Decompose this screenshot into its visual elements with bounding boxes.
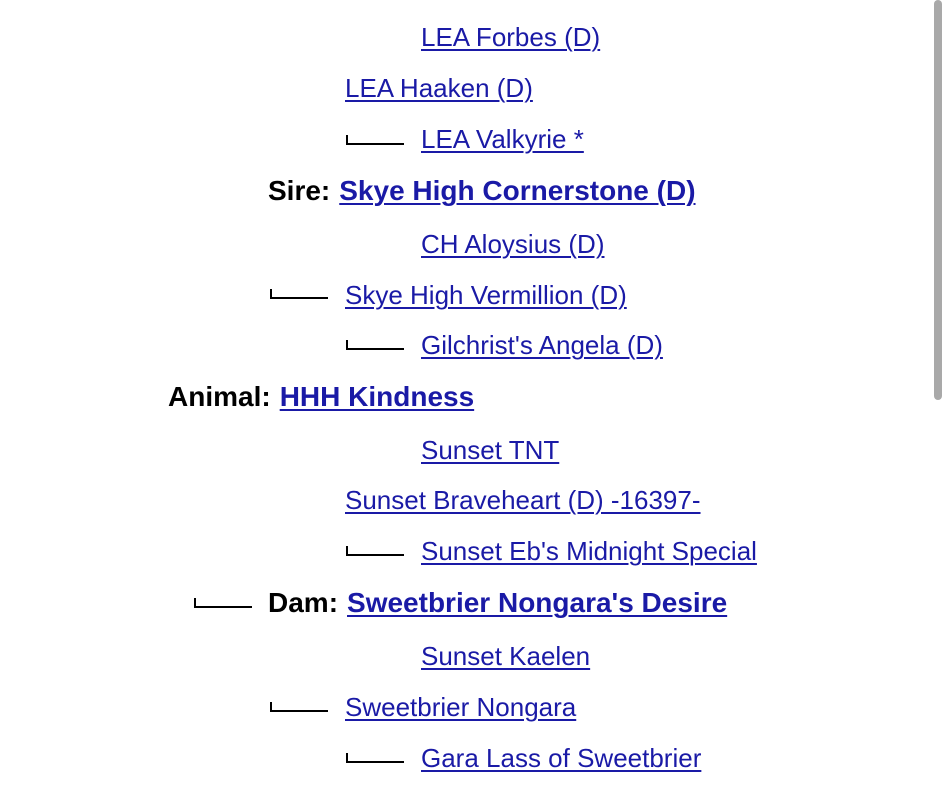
sire-row [268, 175, 696, 207]
link-sunset-braveheart[interactable]: Sunset Braveheart (D) -16397- [345, 485, 701, 515]
pedigree-row-gg8 [421, 742, 701, 774]
link-dam[interactable]: Sweetbrier Nongara's Desire [347, 587, 728, 618]
pedigree-row-g3 [345, 484, 701, 516]
pedigree-row-gg6 [421, 535, 757, 567]
pedigree-row-gg4 [421, 329, 663, 361]
pedigree-row-g2 [345, 279, 627, 311]
link-sunset-ebs-midnight-special[interactable]: Sunset Eb's Midnight Special [421, 536, 757, 566]
tree-connector [346, 753, 404, 763]
link-lea-valkyrie[interactable]: LEA Valkyrie * [421, 124, 584, 154]
tree-connector [346, 546, 404, 556]
link-sunset-kaelen[interactable]: Sunset Kaelen [421, 641, 591, 671]
link-animal[interactable]: HHH Kindness [279, 381, 475, 412]
pedigree-row-gg1 [421, 21, 600, 53]
pedigree-row-g1 [345, 72, 533, 104]
animal-row [168, 381, 474, 413]
animal-label: Animal: [168, 381, 271, 412]
link-sweetbrier-nongara[interactable]: Sweetbrier Nongara [345, 692, 577, 722]
link-skye-high-vermillion[interactable]: Skye High Vermillion (D) [345, 280, 627, 310]
pedigree-row-gg3 [421, 228, 604, 260]
dam-row [268, 587, 727, 619]
link-lea-forbes[interactable]: LEA Forbes (D) [421, 22, 601, 52]
tree-connector [194, 598, 252, 608]
vertical-scrollbar[interactable] [934, 0, 942, 400]
link-gara-lass-of-sweetbrier[interactable]: Gara Lass of Sweetbrier [421, 743, 702, 773]
tree-connector [270, 289, 328, 299]
pedigree-row-g4 [345, 691, 576, 723]
link-gilchrists-angela[interactable]: Gilchrist's Angela (D) [421, 330, 663, 360]
pedigree-row-gg7 [421, 640, 590, 672]
link-sire[interactable]: Skye High Cornerstone (D) [339, 175, 696, 206]
tree-connector [346, 135, 404, 145]
link-lea-haaken[interactable]: LEA Haaken (D) [345, 73, 533, 103]
sire-label: Sire: [268, 175, 331, 206]
dam-label: Dam: [268, 587, 339, 618]
link-ch-aloysius[interactable]: CH Aloysius (D) [421, 229, 605, 259]
tree-connector [270, 702, 328, 712]
pedigree-row-gg2 [421, 123, 584, 155]
tree-connector [346, 340, 404, 350]
pedigree-row-gg5 [421, 434, 559, 466]
link-sunset-tnt[interactable]: Sunset TNT [421, 435, 560, 465]
